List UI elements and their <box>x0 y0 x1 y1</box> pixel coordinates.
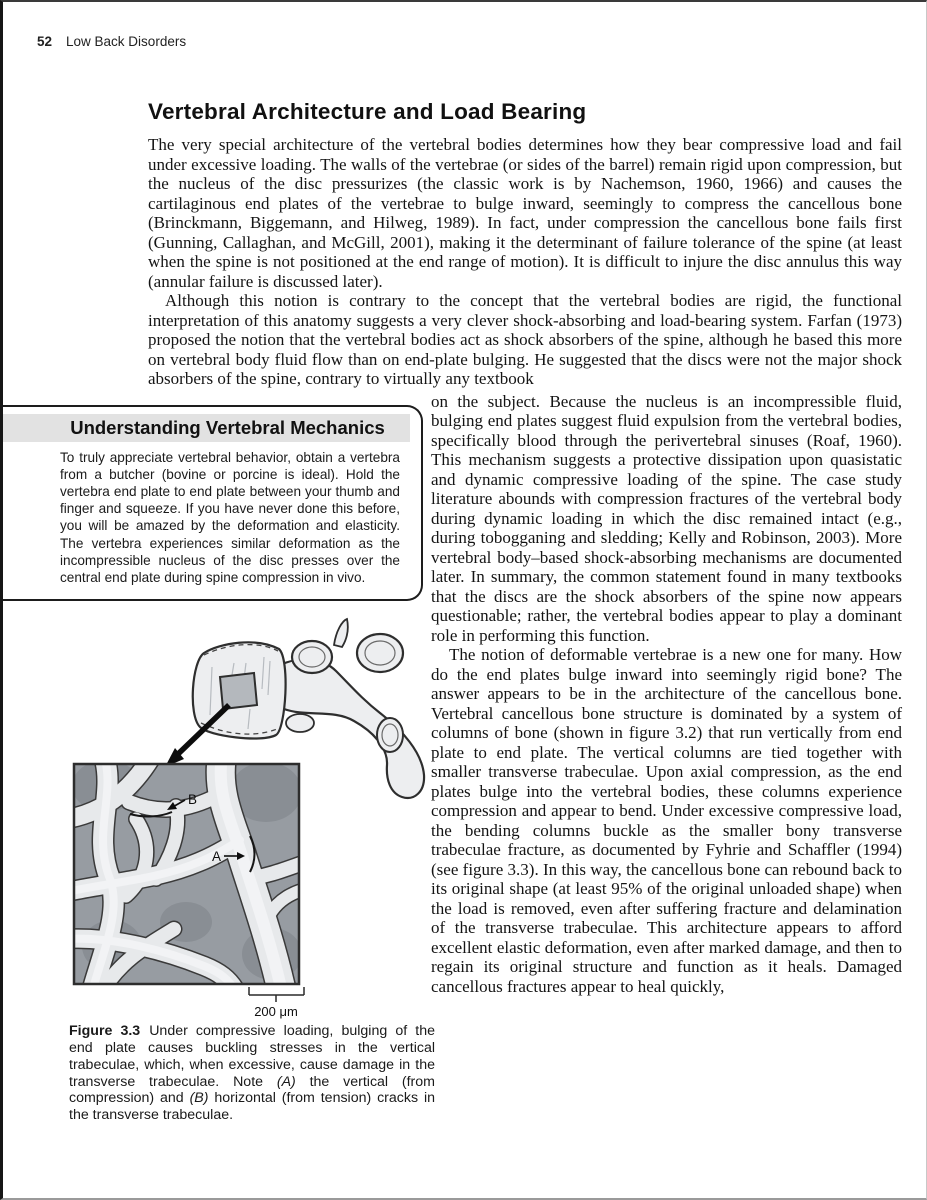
paragraph: The very special architecture of the vertebral bodies determines how they bear compressive load and fail under excessive loading. The walls of the vertebrae (or sides of the barrel) remain rigid upon compression, but the nucleus of the disc pressurizes (the classic work is by Nachemson, 1960, 1966) and causes the cartilaginous end plates of the vertebrae to bulge inward, seemingly to compress the cancellous bone (Brinckmann, Biggemann, and Hilweg, 1989). In fact, under compression the cancellous bone fails first (Gunning, Callaghan, and McGill, 2001), making it the determinant of failure tolerance of the spine (at least when the spine is not positioned at the end range of motion). It is difficult to injure the disc annulus this way (annular failure is discussed later). <box>148 135 902 291</box>
scale-label: 200 μm <box>254 1004 298 1020</box>
right-column <box>431 392 902 997</box>
article-title: Vertebral Architecture and Load Bearing <box>148 99 587 124</box>
figure-caption-text: the vertical (from compression) and <box>69 1073 435 1107</box>
sidebar-box-header <box>3 414 410 442</box>
paragraph: The notion of deformable vertebrae is a new one for many. How do the end plates bulge inward into seemingly rigid bone? The answer appears to be in the architecture of the cancellous bone. Vertebral cancellous bone structure is dominated by a system of columns of bone (shown in figure 3.2) that run vertically from end plate to end plate. The vertical columns are tied together with smaller transverse trabeculae. Upon axial compression, as the end plates bulge into the vertebral bodies, these columns experience compression and appear to bend. Under excessive compressive load, the bending columns buckle as the smaller bony transverse trabeculae fracture, as documented by Fyhrie and Schaffler (1994) (see figure 3.3). In this way, the cancellous bone can rebound back to its original shape (at least 95% of the original unloaded shape) when the load is removed, even after suffering fracture and delamination of the transverse trabeculae. This architecture appears to afford excellent elastic deformation, even after marked damage, and then to regain its original structure and function as it heals. Damaged cancellous fractures appear to heal quickly, <box>431 645 902 996</box>
figure-3-3-illustration <box>69 617 449 1019</box>
figure-caption-a: (A) <box>276 1073 296 1090</box>
paragraph: on the subject. Because the nucleus is an incompressible fluid, bulging end plates suggest fluid expulsion from the vertebral bodies, specifically blood through the perivertebral sinuses (Roaf, 1960). This mechanism suggests a protective dissipation upon quasistatic and dynamic compressive loading of the spine. The case study literature abounds with compression fractures of the vertebral body during dynamic loading in which the disc remained intact (e.g., during tobogganing and sledding; Kelly and Robinson, 2003). More vertebral body–based shock-absorbing mechanisms are documented later. In summary, the common statement found in many textbooks that the discs are the shock absorbers of the spine now appears questionable; rather, the vertebral bodies appear to play a dominant role in performing this function. <box>431 391 902 645</box>
paragraph: Although this notion is contrary to the concept that the vertebral bodies are rigid, the functional interpretation of this anatomy suggests a very clever shock-absorbing and load-bearing system. Farfan (1973) proposed the notion that the vertebral bodies act as shock absorbers of the spine, although he based this more on vertebral body fluid flow than on end-plate bulging. He suggested that the discs were not the major shock absorbers of the spine, contrary to virtually any textbook <box>148 291 902 388</box>
left-column <box>3 391 435 1124</box>
sidebar-box <box>3 405 423 602</box>
trabecular-micrograph <box>69 756 306 992</box>
figure-caption <box>69 1023 435 1124</box>
label-a: A <box>212 849 222 865</box>
figure-caption-text: horizontal (from tension) cracks in the transverse trabeculae. <box>69 1090 435 1124</box>
intro-text <box>148 135 902 389</box>
label-b: B <box>188 792 198 808</box>
scale-bar <box>249 987 304 1002</box>
page-header <box>37 34 926 49</box>
running-title: Low Back Disorders <box>66 34 187 49</box>
page-number: 52 <box>37 34 53 49</box>
figure-caption-label: Figure 3.3 <box>69 1023 141 1040</box>
two-column-region <box>3 391 902 1124</box>
figure-caption-text: Under compressive loading, bulging of the end plate causes buckling stresses in the vertical trabeculae, which, when excessive, cause damage in the transverse trabeculae. Note <box>69 1023 435 1090</box>
figure-caption-b: (B) <box>189 1090 209 1107</box>
article <box>148 99 902 389</box>
sidebar-box-title: Understanding Vertebral Mechanics <box>70 416 385 438</box>
sidebar-box-body: To truly appreciate vertebral behavior, obtain a vertebra from a butcher (bovine or porcine is ideal). Hold the vertebra end plate to end plate between your thumb and finger and squeeze. If you have never done this before, you will be amazed by the deformation and elasticity. The vertebra experiences similar deformation as the incompressible nucleus of the disc presses over the central end plate during spine compression in vivo. <box>60 449 400 585</box>
